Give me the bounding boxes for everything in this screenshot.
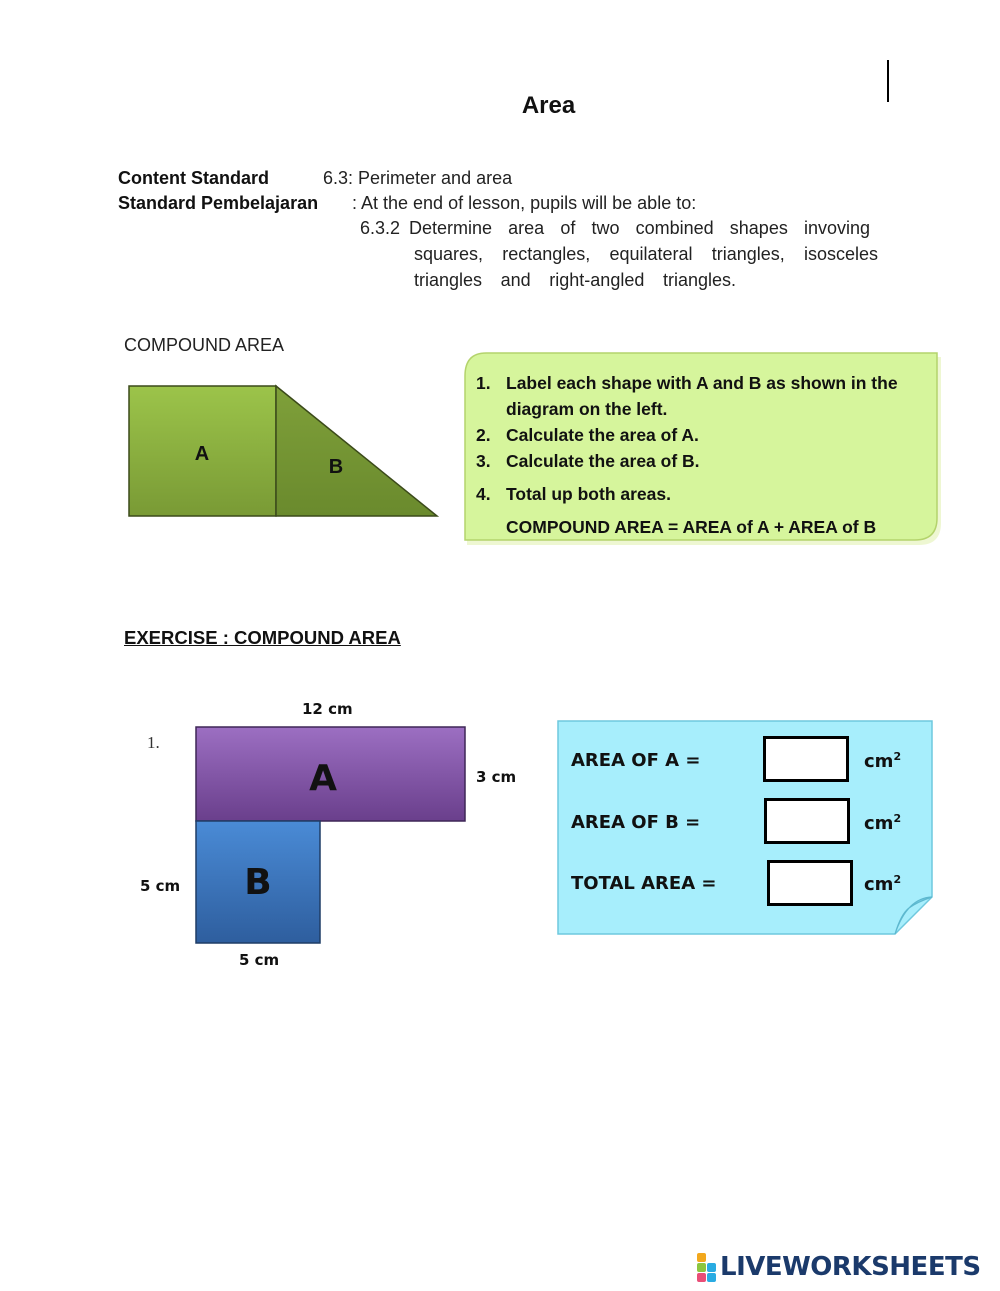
- instruction-item: [476, 422, 921, 448]
- instruction-item: [476, 481, 921, 507]
- dimension-a-height: 3 cm: [476, 768, 517, 786]
- answer-input-total-area[interactable]: [767, 860, 853, 906]
- instruction-number: 4.: [476, 484, 491, 504]
- learning-standard-value: : At the end of lesson, pupils will be able to:: [352, 193, 697, 213]
- dimension-a-width: 12 cm: [302, 700, 353, 718]
- compound-area-formula: COMPOUND AREA = AREA of A + AREA of B: [506, 517, 877, 537]
- rectangle-b-label: B: [244, 862, 272, 903]
- answer-input-area-b[interactable]: [764, 798, 850, 844]
- instruction-item: [476, 448, 921, 474]
- triangle-shape-b: [276, 386, 437, 516]
- answer-label-area-a: AREA OF A =: [571, 750, 701, 771]
- unit-area-b: $cm^2$: [864, 812, 902, 834]
- instruction-text: Label each shape with A and B as shown in the diagram on the left.: [506, 373, 898, 419]
- instruction-item: [476, 370, 921, 422]
- instruction-number: 2.: [476, 425, 491, 445]
- objective-line-2: squares, rectangles, equilateral triangles, isosceles: [414, 244, 878, 264]
- learning-standard-label: Standard Pembelajaran: [118, 193, 319, 213]
- instruction-text: Calculate the area of B.: [506, 451, 700, 471]
- objective-code: 6.3.2: [360, 218, 401, 238]
- liveworksheets-logo-icon: [697, 1253, 716, 1282]
- liveworksheets-logo: [697, 1252, 981, 1282]
- instructions-list: [476, 370, 921, 540]
- exercise-title: EXERCISE : COMPOUND AREA: [124, 627, 401, 648]
- content-standard-label: Content Standard: [118, 168, 269, 188]
- content-standard-value: 6.3: Perimeter and area: [323, 168, 513, 188]
- answer-input-area-a[interactable]: [763, 736, 849, 782]
- objective-line-1: Determine area of two combined shapes invoving: [409, 218, 870, 238]
- exercise-shape-diagram: [190, 722, 475, 952]
- instruction-number: 3.: [476, 451, 491, 471]
- unit-area-a: $cm^2$: [864, 750, 902, 772]
- instruction-number: 1.: [476, 373, 491, 393]
- question-number: 1.: [147, 733, 160, 752]
- formula-row: [476, 514, 921, 540]
- compound-shape-diagram: [126, 382, 446, 524]
- objective-line-3: triangles and right-angled triangles.: [414, 270, 736, 290]
- shape-a-label: A: [194, 443, 210, 465]
- answer-label-total-area: TOTAL AREA =: [571, 873, 717, 894]
- liveworksheets-logo-text: LIVEWORKSHEETS: [720, 1252, 981, 1282]
- unit-total-area: $cm^2$: [864, 873, 902, 895]
- rectangle-a-label: A: [309, 758, 337, 799]
- dimension-b-height: 5 cm: [140, 877, 181, 895]
- compound-area-heading: COMPOUND AREA: [124, 335, 285, 355]
- dimension-b-width: 5 cm: [239, 951, 280, 969]
- page-title: Area: [521, 92, 576, 119]
- instruction-text: Total up both areas.: [506, 484, 671, 504]
- answer-label-area-b: AREA OF B =: [571, 812, 701, 833]
- instruction-text: Calculate the area of A.: [506, 425, 699, 445]
- shape-b-label: B: [328, 456, 344, 478]
